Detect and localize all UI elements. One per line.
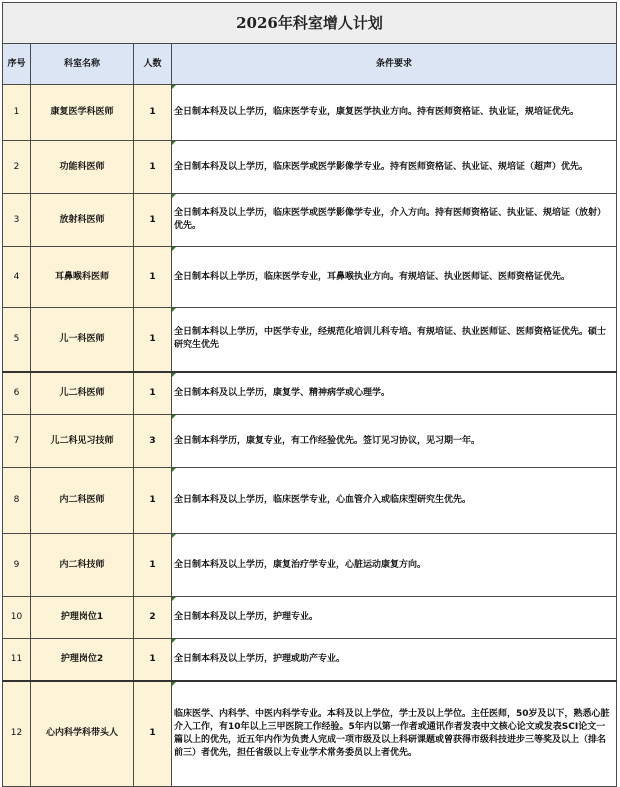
row-requirement: 全日制本科以上学历，临床医学专业，耳鼻喉执业方向。有规培证、执业医师证、医师资格证优先。 (172, 247, 617, 308)
row-requirement: 全日制本科及以上学历，临床医学或医学影像学专业，介入方向。持有医师资格证、执业证、规培证（放射）优先。 (172, 194, 617, 247)
table-row (3, 597, 617, 639)
row-dept: 放射科医师 (31, 194, 134, 247)
header-count: 人数 (134, 44, 172, 85)
row-dept: 儿二科医师 (31, 372, 134, 415)
row-index: 9 (3, 534, 31, 597)
row-index: 11 (3, 639, 31, 681)
recruitment-table-sheet (2, 2, 616, 787)
row-count: 1 (134, 681, 172, 787)
row-count: 3 (134, 415, 172, 468)
row-dept: 儿二科见习技师 (31, 415, 134, 468)
row-requirement: 全日制本科及以上学历，临床医学专业，心血管介入或临床型研究生优先。 (172, 468, 617, 534)
row-dept: 功能科医师 (31, 141, 134, 194)
row-count: 1 (134, 194, 172, 247)
row-index: 5 (3, 308, 31, 372)
table-row (3, 534, 617, 597)
table-row (3, 468, 617, 534)
table-row (3, 141, 617, 194)
table-title: 2026年科室增人计划 (3, 3, 617, 44)
table-row (3, 372, 617, 415)
row-index: 8 (3, 468, 31, 534)
row-requirement: 临床医学、内科学、中医内科学专业。本科及以上学位，学士及以上学位。主任医师，50岁及以下，熟悉心脏介入工作，有10年以上三甲医院工作经验。5年内以第一作者或通讯作者发表中文核心论文或发表SCI论文一篇以上的优先，近五年内作为负责人完成一项市级及以上科研课题或曾获得市级科技进步三等奖及以上（排名前三）者优先，担任省级以上专业学术常务委员以上者优先。 (172, 681, 617, 787)
table-row (3, 681, 617, 787)
row-dept: 耳鼻喉科医师 (31, 247, 134, 308)
row-count: 2 (134, 597, 172, 639)
row-index: 3 (3, 194, 31, 247)
row-requirement: 全日制本科及以上学历，康复治疗学专业，心脏运动康复方向。 (172, 534, 617, 597)
row-requirement: 全日制本科及以上学历，康复学、精神病学或心理学。 (172, 372, 617, 415)
row-index: 6 (3, 372, 31, 415)
row-requirement: 全日制本科学历，康复专业，有工作经验优先。签订见习协议，见习期一年。 (172, 415, 617, 468)
row-count: 1 (134, 85, 172, 141)
header-row (3, 44, 617, 85)
table-row (3, 308, 617, 372)
row-count: 1 (134, 534, 172, 597)
row-dept: 内二科技师 (31, 534, 134, 597)
row-requirement: 全日制本科及以上学历，临床医学专业，康复医学执业方向。持有医师资格证、执业证，规培证优先。 (172, 85, 617, 141)
row-count: 1 (134, 639, 172, 681)
table-row (3, 247, 617, 308)
row-dept: 康复医学科医师 (31, 85, 134, 141)
row-index: 12 (3, 681, 31, 787)
row-dept: 护理岗位1 (31, 597, 134, 639)
table-row (3, 85, 617, 141)
row-index: 10 (3, 597, 31, 639)
row-dept: 护理岗位2 (31, 639, 134, 681)
row-count: 1 (134, 141, 172, 194)
row-requirement: 全日制本科及以上学历，临床医学或医学影像学专业。持有医师资格证、执业证、规培证（超声）优先。 (172, 141, 617, 194)
row-requirement: 全日制本科及以上学历，护理或助产专业。 (172, 639, 617, 681)
table-row (3, 415, 617, 468)
row-dept: 儿一科医师 (31, 308, 134, 372)
row-requirement: 全日制本科及以上学历，护理专业。 (172, 597, 617, 639)
recruitment-table (2, 2, 617, 787)
row-index: 2 (3, 141, 31, 194)
header-req: 条件要求 (172, 44, 617, 85)
row-count: 1 (134, 468, 172, 534)
title-row (3, 3, 617, 44)
row-index: 1 (3, 85, 31, 141)
header-index: 序号 (3, 44, 31, 85)
table-row (3, 194, 617, 247)
row-count: 1 (134, 372, 172, 415)
header-dept: 科室名称 (31, 44, 134, 85)
row-count: 1 (134, 308, 172, 372)
row-dept: 内二科医师 (31, 468, 134, 534)
row-dept: 心内科学科带头人 (31, 681, 134, 787)
row-index: 7 (3, 415, 31, 468)
row-index: 4 (3, 247, 31, 308)
row-count: 1 (134, 247, 172, 308)
row-requirement: 全日制本科以上学历，中医学专业，经规范化培训儿科专培。有规培证、执业医师证、医师资格证优先。硕士研究生优先 (172, 308, 617, 372)
table-row (3, 639, 617, 681)
